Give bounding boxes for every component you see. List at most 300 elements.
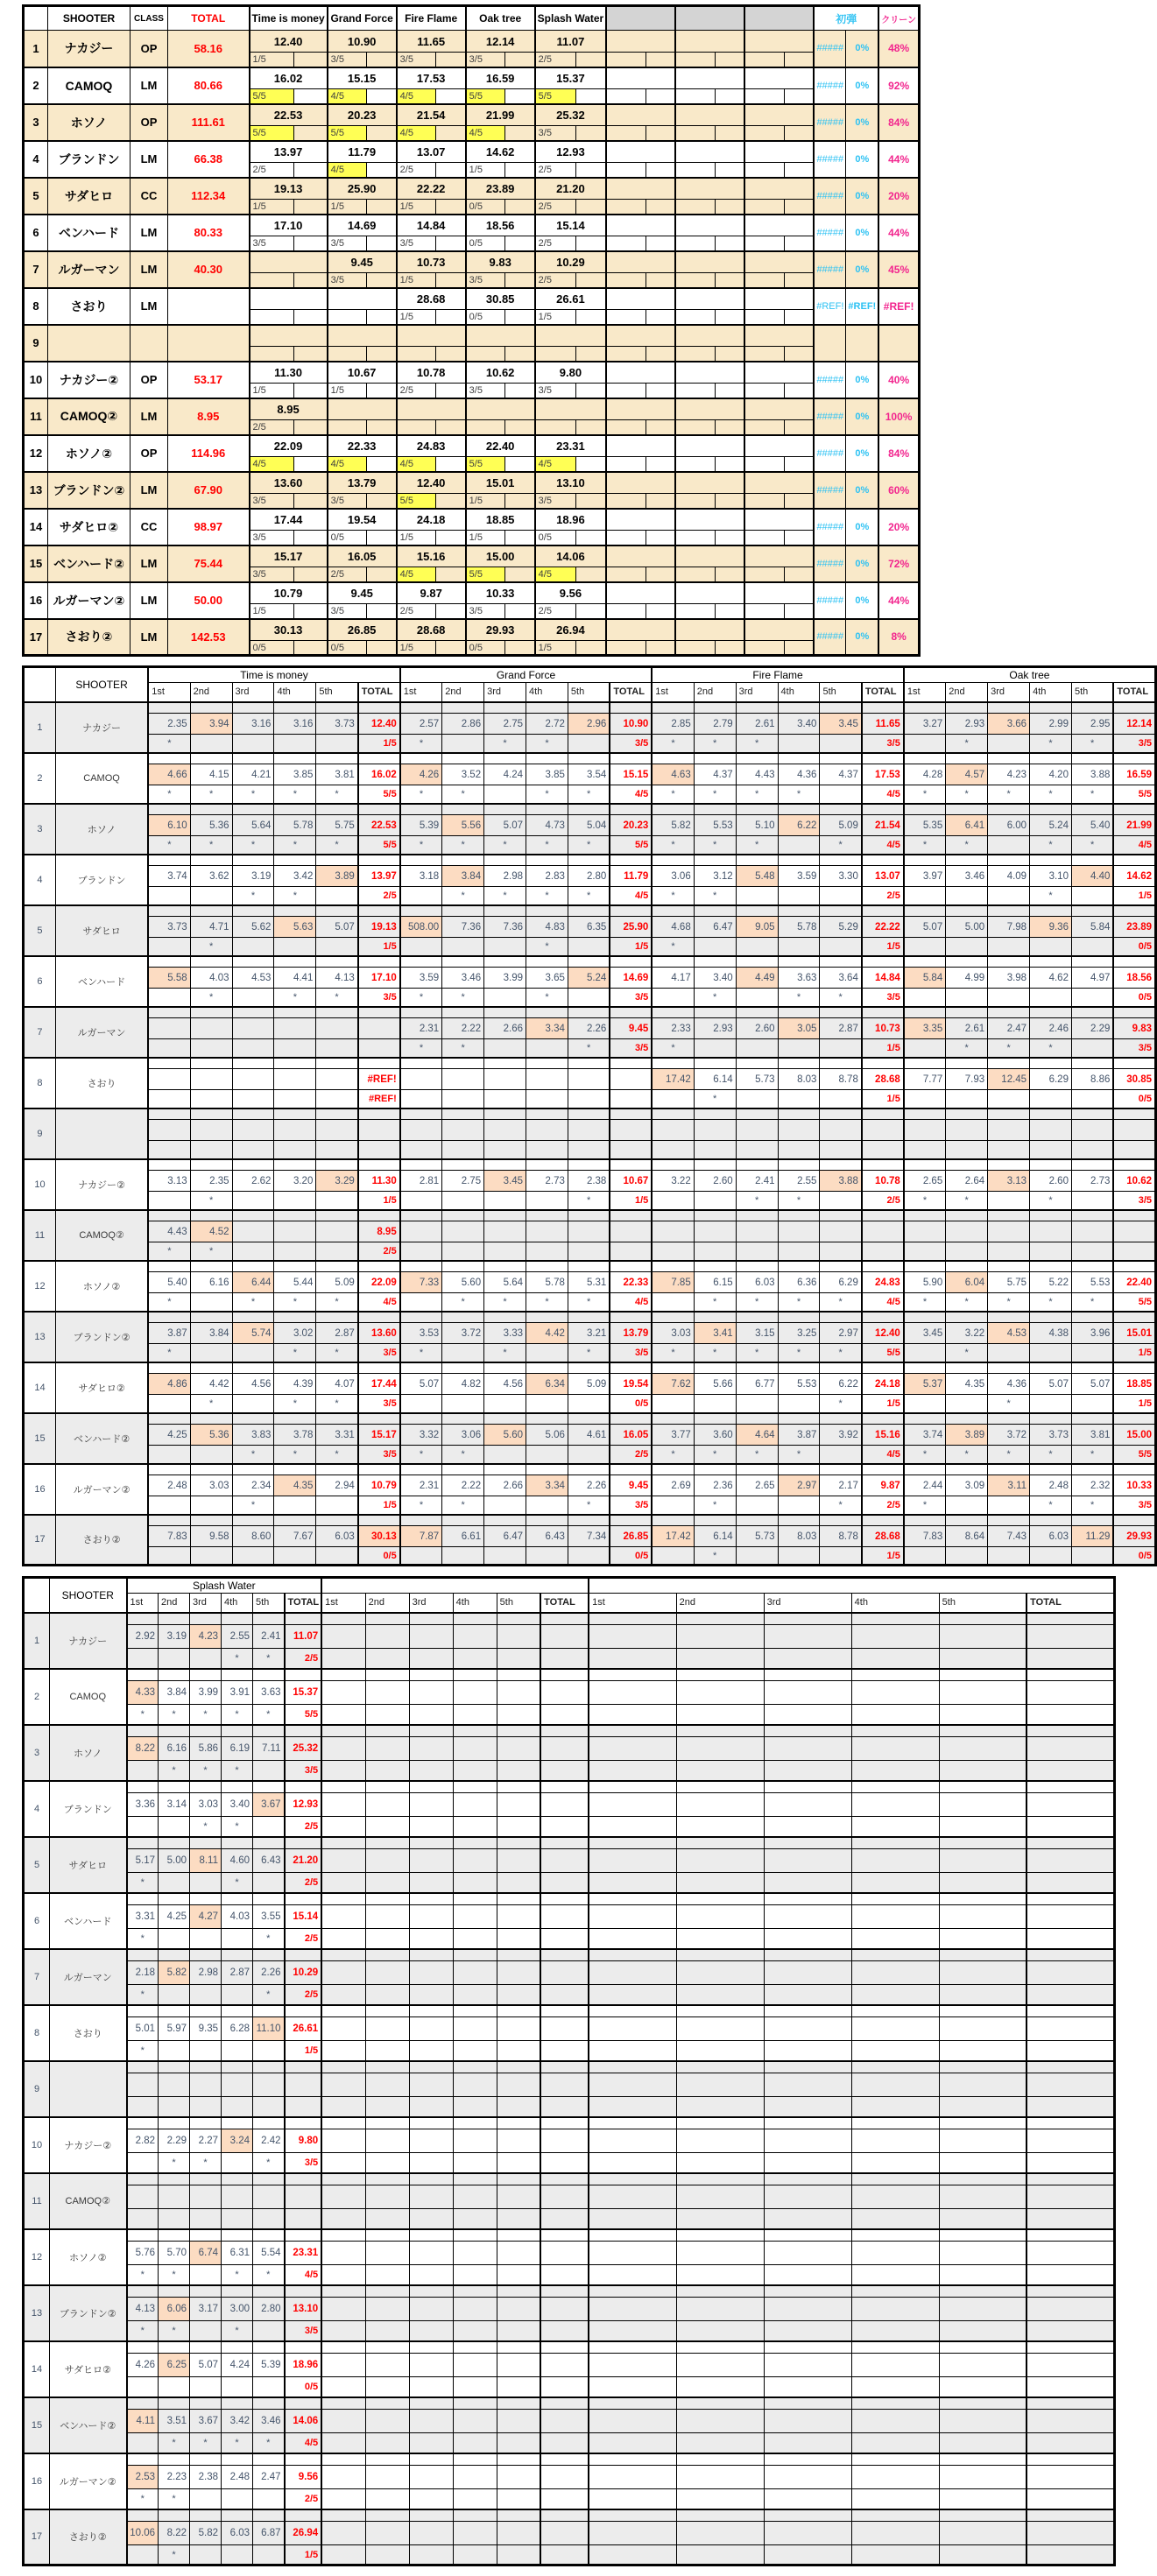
score-cell[interactable]: 2.96 [568, 714, 610, 735]
score-cell[interactable]: 8.64 [946, 1526, 988, 1547]
first-shot-mark-cell[interactable] [820, 1141, 862, 1159]
first-shot-mark-cell[interactable] [190, 1496, 232, 1515]
first-shot-mark-cell[interactable] [778, 887, 820, 905]
first-shot-mark-cell[interactable] [409, 2041, 453, 2061]
first-shot-mark-cell[interactable] [316, 938, 358, 956]
blank-sub-cell[interactable] [646, 604, 675, 619]
first-shot-mark-cell[interactable] [442, 1242, 484, 1261]
col-header[interactable]: 2nd [365, 1594, 409, 1613]
spacer-cell[interactable] [190, 2229, 222, 2242]
spacer-cell[interactable] [190, 2285, 222, 2298]
score-cell[interactable]: 9.05 [736, 917, 778, 938]
shooter-name-cell[interactable]: ホソノ [50, 1725, 127, 1781]
first-shot-mark-cell[interactable] [988, 1141, 1030, 1159]
score-cell[interactable] [321, 1905, 365, 1929]
spacer-cell[interactable] [652, 1058, 694, 1069]
spacer-cell[interactable] [316, 1362, 358, 1374]
score-cell[interactable] [316, 1221, 358, 1242]
spacer-cell[interactable] [321, 2229, 365, 2242]
score-cell[interactable] [497, 1961, 540, 1985]
first-shot-mark-cell[interactable] [365, 2097, 409, 2117]
spacer-cell[interactable] [820, 804, 862, 815]
stage-hits-cell[interactable]: 1/5 [610, 1192, 652, 1210]
first-shot-mark-cell[interactable] [851, 2097, 939, 2117]
spacer-cell[interactable] [694, 1261, 736, 1272]
spacer-cell[interactable] [939, 1613, 1026, 1625]
row-number-cell[interactable]: 13 [24, 1312, 56, 1362]
fraction-spacer-cell[interactable] [575, 273, 606, 288]
stage-total-cell[interactable]: 21.99 [1113, 815, 1155, 836]
stage-total-cell[interactable]: 9.80 [285, 2129, 322, 2153]
score-cell[interactable] [676, 1681, 764, 1705]
spacer-cell[interactable] [676, 2397, 764, 2410]
total-score-cell[interactable]: 114.96 [168, 435, 250, 472]
spacer-cell[interactable] [526, 1159, 568, 1171]
score-cell[interactable]: 4.41 [274, 968, 316, 989]
score-cell[interactable] [939, 1905, 1026, 1929]
first-shot-mark-cell[interactable]: * [190, 785, 232, 804]
first-shot-mark-cell[interactable] [232, 735, 274, 753]
score-cell[interactable] [676, 2298, 764, 2321]
blank-sub-cell[interactable] [606, 420, 646, 435]
spacer-cell[interactable] [285, 2229, 322, 2242]
score-cell[interactable] [453, 2410, 497, 2433]
stage-total-cell[interactable]: 22.09 [358, 1272, 400, 1293]
first-shot-mark-cell[interactable] [694, 1141, 736, 1159]
stage-hits-cell[interactable] [358, 1141, 400, 1159]
shooter-name-cell[interactable]: ナカジー [48, 31, 131, 67]
spacer-cell[interactable] [127, 2229, 159, 2242]
first-shot-mark-cell[interactable]: * [694, 735, 736, 753]
first-shot-mark-cell[interactable] [851, 2433, 939, 2453]
stage-hits-cell[interactable]: 2/5 [285, 1817, 322, 1837]
col-header[interactable]: 1st [321, 1594, 365, 1613]
first-shot-pct-cell[interactable]: 0% [846, 472, 878, 509]
spacer-cell[interactable] [442, 1312, 484, 1323]
stage-score-cell[interactable]: 25.32 [535, 104, 607, 126]
stage-score-cell[interactable] [466, 398, 535, 420]
score-cell[interactable]: 5.66 [694, 1374, 736, 1395]
first-shot-mark-cell[interactable] [904, 1547, 946, 1566]
fraction-spacer-cell[interactable] [505, 604, 535, 619]
row-number-cell[interactable]: 14 [24, 509, 48, 545]
score-cell[interactable]: 3.15 [736, 1323, 778, 1344]
shooter-name-cell[interactable]: さおり② [50, 2509, 127, 2565]
first-shot-mark-cell[interactable] [190, 1141, 232, 1159]
spacer-cell[interactable] [400, 804, 442, 815]
total-score-cell[interactable]: 142.53 [168, 619, 250, 656]
spacer-cell[interactable] [1030, 1007, 1072, 1018]
row-number-cell[interactable]: 16 [24, 1464, 56, 1515]
score-cell[interactable]: 4.39 [274, 1374, 316, 1395]
stage-hits-cell[interactable] [1026, 2265, 1114, 2285]
score-cell[interactable]: 4.26 [127, 2354, 159, 2377]
spacer-cell[interactable] [365, 2005, 409, 2017]
blank-cell[interactable] [744, 104, 814, 126]
score-cell[interactable] [764, 2354, 851, 2377]
blank-sub-cell[interactable] [606, 457, 646, 472]
stage-total-cell[interactable]: 22.33 [610, 1272, 652, 1293]
blank-cell[interactable] [675, 398, 744, 420]
score-cell[interactable]: 2.60 [1030, 1171, 1072, 1192]
spacer-cell[interactable] [988, 905, 1030, 917]
fraction-spacer-cell[interactable] [436, 347, 466, 362]
spacer-cell[interactable] [497, 1949, 540, 1961]
score-cell[interactable] [589, 1681, 676, 1705]
spacer-cell[interactable] [862, 1464, 904, 1475]
first-shot-mark-cell[interactable] [820, 1547, 862, 1566]
col-header[interactable]: 2nd [159, 1594, 190, 1613]
spacer-cell[interactable] [159, 2453, 190, 2466]
blank-sub-cell[interactable] [744, 531, 784, 545]
spacer-cell[interactable] [778, 753, 820, 764]
first-shot-mark-cell[interactable] [365, 1985, 409, 2005]
first-shot-mark-cell[interactable] [820, 785, 862, 804]
spacer-cell[interactable] [610, 855, 652, 866]
stage-total-cell[interactable]: 21.54 [862, 815, 904, 836]
first-shot-mark-cell[interactable] [316, 1141, 358, 1159]
score-cell[interactable]: 3.03 [652, 1323, 694, 1344]
first-shot-value-cell[interactable] [814, 325, 846, 362]
spacer-cell[interactable] [222, 1669, 253, 1681]
first-shot-mark-cell[interactable] [946, 1141, 988, 1159]
score-cell[interactable] [222, 2073, 253, 2097]
spacer-cell[interactable] [736, 1109, 778, 1120]
score-cell[interactable]: 6.34 [526, 1374, 568, 1395]
score-cell[interactable]: 3.12 [694, 866, 736, 887]
score-cell[interactable] [1030, 1221, 1072, 1242]
spacer-cell[interactable] [190, 1261, 232, 1272]
spacer-cell[interactable] [778, 1007, 820, 1018]
score-cell[interactable]: 3.72 [442, 1323, 484, 1344]
stage-total-cell[interactable]: 19.54 [610, 1374, 652, 1395]
first-shot-mark-cell[interactable] [1030, 1242, 1072, 1261]
score-cell[interactable]: 3.73 [1030, 1425, 1072, 1446]
stage-score-cell[interactable]: 9.80 [535, 362, 607, 384]
first-shot-mark-cell[interactable] [232, 1242, 274, 1261]
score-cell[interactable] [820, 1120, 862, 1141]
first-shot-mark-cell[interactable] [939, 2209, 1026, 2229]
first-shot-mark-cell[interactable] [159, 2097, 190, 2117]
blank-sub-cell[interactable] [744, 347, 784, 362]
spacer-cell[interactable] [610, 1109, 652, 1120]
spacer-cell[interactable] [442, 855, 484, 866]
score-cell[interactable]: 5.24 [568, 968, 610, 989]
first-shot-mark-cell[interactable] [442, 1090, 484, 1109]
spacer-cell[interactable] [939, 1781, 1026, 1793]
spacer-cell[interactable] [190, 855, 232, 866]
spacer-cell[interactable] [321, 1725, 365, 1737]
first-shot-mark-cell[interactable] [497, 2489, 540, 2509]
shooter-name-cell[interactable]: CAMOQ② [55, 1210, 148, 1261]
first-shot-mark-cell[interactable] [851, 1985, 939, 2005]
spacer-cell[interactable] [365, 2341, 409, 2354]
hit-fraction-cell[interactable]: 3/5 [535, 384, 575, 398]
score-cell[interactable]: 2.35 [190, 1171, 232, 1192]
spacer-cell[interactable] [321, 1837, 365, 1849]
first-shot-mark-cell[interactable] [253, 2209, 285, 2229]
blank-cell[interactable] [744, 435, 814, 457]
shooter-name-cell[interactable]: ホソノ [55, 804, 148, 855]
spacer-cell[interactable] [652, 1109, 694, 1120]
stage-score-cell[interactable]: 13.60 [250, 472, 328, 494]
first-shot-mark-cell[interactable] [568, 1141, 610, 1159]
spacer-cell[interactable] [453, 2005, 497, 2017]
blank-sub-cell[interactable] [675, 531, 715, 545]
spacer-cell[interactable] [652, 1007, 694, 1018]
spacer-cell[interactable] [904, 1058, 946, 1069]
first-shot-mark-cell[interactable] [526, 1344, 568, 1362]
first-shot-mark-cell[interactable]: * [442, 1293, 484, 1312]
stage-total-cell[interactable]: 22.22 [862, 917, 904, 938]
score-cell[interactable]: 3.31 [316, 1425, 358, 1446]
blank-cell[interactable] [744, 31, 814, 53]
row-number-cell[interactable]: 10 [24, 2117, 50, 2173]
row-number-cell[interactable]: 3 [24, 1725, 50, 1781]
spacer-cell[interactable] [1113, 753, 1155, 764]
stage-hits-cell[interactable] [540, 2545, 589, 2565]
shooter-name-cell[interactable]: ルガーマン② [48, 582, 131, 619]
stage-hits-cell[interactable]: 0/5 [1113, 1090, 1155, 1109]
first-shot-mark-cell[interactable] [676, 2265, 764, 2285]
stage-header[interactable]: Time is money [250, 6, 328, 31]
spacer-cell[interactable] [988, 956, 1030, 968]
score-cell[interactable] [939, 1849, 1026, 1873]
stage-total-cell[interactable]: 13.07 [862, 866, 904, 887]
stage-hits-cell[interactable]: 0/5 [1113, 1547, 1155, 1566]
score-cell[interactable]: 7.34 [568, 1526, 610, 1547]
fraction-spacer-cell[interactable] [505, 200, 535, 215]
first-shot-mark-cell[interactable] [939, 2041, 1026, 2061]
first-shot-mark-cell[interactable]: * [190, 1395, 232, 1413]
score-cell[interactable] [321, 2354, 365, 2377]
spacer-cell[interactable] [148, 1210, 190, 1221]
spacer-cell[interactable] [253, 1837, 285, 1849]
first-shot-pct-cell[interactable]: 0% [846, 509, 878, 545]
score-cell[interactable] [232, 1069, 274, 1090]
blank-cell[interactable] [606, 104, 675, 126]
stage-hits-cell[interactable] [1026, 1649, 1114, 1669]
stage-total-cell[interactable]: 10.67 [610, 1171, 652, 1192]
spacer-cell[interactable] [1026, 2453, 1114, 2466]
stage-hits-cell[interactable]: 5/5 [610, 836, 652, 855]
first-shot-value-cell[interactable]: #REF! [814, 288, 846, 325]
hit-fraction-cell[interactable]: 2/5 [397, 604, 436, 619]
score-cell[interactable]: 5.24 [1030, 815, 1072, 836]
hit-fraction-cell[interactable]: 4/5 [397, 126, 436, 141]
stage-hits-cell[interactable]: 3/5 [610, 1344, 652, 1362]
score-cell[interactable]: 6.15 [694, 1272, 736, 1293]
score-cell[interactable]: 3.73 [148, 917, 190, 938]
spacer-cell[interactable] [159, 2173, 190, 2185]
score-cell[interactable]: 4.24 [484, 764, 526, 785]
score-cell[interactable]: 2.38 [190, 2466, 222, 2489]
blank-cell[interactable] [744, 288, 814, 310]
score-cell[interactable] [589, 1905, 676, 1929]
blank-sub-cell[interactable] [715, 347, 744, 362]
spacer-cell[interactable] [321, 2061, 365, 2073]
fraction-spacer-cell[interactable] [436, 641, 466, 656]
score-cell[interactable] [764, 1681, 851, 1705]
first-shot-mark-cell[interactable] [526, 1039, 568, 1058]
clean-pct-cell[interactable]: 44% [878, 141, 919, 178]
stage-hits-cell[interactable]: 0/5 [610, 1395, 652, 1413]
first-shot-mark-cell[interactable] [1030, 1547, 1072, 1566]
score-cell[interactable]: 2.35 [148, 714, 190, 735]
spacer-cell[interactable] [946, 905, 988, 917]
score-cell[interactable] [497, 1793, 540, 1817]
col-header[interactable]: 2nd [676, 1594, 764, 1613]
first-shot-mark-cell[interactable] [851, 1705, 939, 1725]
spacer-cell[interactable] [778, 804, 820, 815]
spacer-cell[interactable] [365, 1837, 409, 1849]
row-number-cell[interactable]: 9 [24, 2061, 50, 2117]
first-shot-mark-cell[interactable]: * [190, 836, 232, 855]
hit-fraction-cell[interactable] [466, 420, 505, 435]
stage-total-cell[interactable]: #REF! [358, 1069, 400, 1090]
first-shot-mark-cell[interactable] [409, 1985, 453, 2005]
score-cell[interactable]: 3.84 [190, 1323, 232, 1344]
stage-hits-cell[interactable] [540, 1705, 589, 1725]
first-shot-mark-cell[interactable] [851, 1817, 939, 1837]
spacer-cell[interactable] [409, 2285, 453, 2298]
stage-hits-cell[interactable]: 3/5 [1113, 1496, 1155, 1515]
spacer-cell[interactable] [1113, 905, 1155, 917]
first-shot-mark-cell[interactable] [497, 2545, 540, 2565]
spacer-cell[interactable] [358, 1261, 400, 1272]
score-cell[interactable] [851, 1737, 939, 1761]
score-cell[interactable]: 3.73 [316, 714, 358, 735]
spacer-cell[interactable] [589, 2453, 676, 2466]
first-shot-mark-cell[interactable] [764, 2433, 851, 2453]
hit-fraction-cell[interactable]: 0/5 [466, 200, 505, 215]
spacer-cell[interactable] [540, 1669, 589, 1681]
stage-header[interactable]: Grand Force [328, 6, 397, 31]
score-cell[interactable]: 7.11 [253, 1737, 285, 1761]
spacer-cell[interactable] [232, 804, 274, 815]
score-cell[interactable] [127, 2185, 159, 2209]
col-header[interactable]: 1st [652, 683, 694, 702]
spacer-cell[interactable] [1030, 1109, 1072, 1120]
hit-fraction-cell[interactable]: 4/5 [328, 457, 367, 472]
score-cell[interactable]: 3.22 [946, 1323, 988, 1344]
first-shot-mark-cell[interactable] [148, 1547, 190, 1566]
first-shot-mark-cell[interactable] [589, 2545, 676, 2565]
hit-fraction-cell[interactable]: 3/5 [397, 53, 436, 67]
fraction-spacer-cell[interactable] [367, 567, 397, 582]
spacer-cell[interactable] [442, 753, 484, 764]
spacer-cell[interactable] [159, 1613, 190, 1625]
first-shot-mark-cell[interactable]: * [1071, 836, 1113, 855]
spacer-cell[interactable] [497, 2397, 540, 2410]
first-shot-mark-cell[interactable] [222, 1929, 253, 1949]
stage-score-cell[interactable]: 11.65 [397, 31, 466, 53]
col-header[interactable]: 3rd [484, 683, 526, 702]
first-shot-mark-cell[interactable]: * [820, 836, 862, 855]
hit-fraction-cell[interactable] [466, 347, 505, 362]
first-shot-mark-cell[interactable] [148, 989, 190, 1007]
first-shot-mark-cell[interactable] [1071, 1192, 1113, 1210]
spacer-cell[interactable] [453, 2453, 497, 2466]
clean-pct-cell[interactable]: 84% [878, 104, 919, 141]
spacer-cell[interactable] [862, 1515, 904, 1526]
blank-sub-cell[interactable] [744, 53, 784, 67]
first-shot-mark-cell[interactable] [190, 2489, 222, 2509]
score-cell[interactable] [453, 2129, 497, 2153]
spacer-cell[interactable] [988, 804, 1030, 815]
first-shot-pct-cell[interactable]: 0% [846, 67, 878, 104]
row-number-cell[interactable]: 5 [24, 1837, 50, 1893]
class-cell[interactable]: OP [131, 362, 168, 398]
score-cell[interactable]: 6.14 [694, 1526, 736, 1547]
score-cell[interactable] [484, 1221, 526, 1242]
stage-hits-cell[interactable]: 2/5 [862, 1496, 904, 1515]
spacer-cell[interactable] [526, 1261, 568, 1272]
row-number-cell[interactable]: 5 [24, 178, 48, 215]
first-shot-mark-cell[interactable]: * [652, 785, 694, 804]
first-shot-mark-cell[interactable]: * [274, 1293, 316, 1312]
spacer-cell[interactable] [232, 1007, 274, 1018]
first-shot-mark-cell[interactable] [253, 2489, 285, 2509]
stage-hits-cell[interactable]: 1/5 [862, 1039, 904, 1058]
blank-cell[interactable] [744, 472, 814, 494]
score-cell[interactable]: 4.13 [316, 968, 358, 989]
stage-score-cell[interactable]: 29.93 [466, 619, 535, 641]
first-shot-mark-cell[interactable]: * [253, 2433, 285, 2453]
spacer-cell[interactable] [1030, 1413, 1072, 1425]
score-cell[interactable]: 4.28 [904, 764, 946, 785]
first-shot-mark-cell[interactable]: * [694, 887, 736, 905]
first-shot-mark-cell[interactable] [778, 1090, 820, 1109]
score-cell[interactable] [764, 2466, 851, 2489]
spacer-cell[interactable] [190, 2173, 222, 2185]
spacer-cell[interactable] [222, 1725, 253, 1737]
spacer-cell[interactable] [285, 2117, 322, 2129]
spacer-cell[interactable] [939, 2173, 1026, 2185]
first-shot-mark-cell[interactable]: * [159, 2153, 190, 2173]
stage-total-cell[interactable]: 15.16 [862, 1425, 904, 1446]
spacer-cell[interactable] [904, 1159, 946, 1171]
spacer-cell[interactable] [484, 956, 526, 968]
score-cell[interactable] [316, 1069, 358, 1090]
first-shot-mark-cell[interactable] [400, 1141, 442, 1159]
spacer-cell[interactable] [610, 1159, 652, 1171]
clean-pct-cell[interactable]: 44% [878, 582, 919, 619]
blank-sub-cell[interactable] [606, 567, 646, 582]
first-shot-mark-cell[interactable] [321, 1705, 365, 1725]
total-score-cell[interactable]: 98.97 [168, 509, 250, 545]
hit-fraction-cell[interactable]: 3/5 [397, 236, 436, 251]
stage-total-cell[interactable]: 11.65 [862, 714, 904, 735]
spacer-cell[interactable] [988, 753, 1030, 764]
spacer-cell[interactable] [127, 1725, 159, 1737]
shooter-name-cell[interactable]: ベンハード [50, 1893, 127, 1949]
score-cell[interactable]: 5.17 [127, 1849, 159, 1873]
first-shot-mark-cell[interactable] [159, 2209, 190, 2229]
stage-hits-cell[interactable] [540, 2153, 589, 2173]
first-shot-mark-cell[interactable] [1030, 1141, 1072, 1159]
spacer-cell[interactable] [316, 905, 358, 917]
score-cell[interactable] [694, 1221, 736, 1242]
stage-hits-cell[interactable]: 3/5 [610, 1039, 652, 1058]
spacer-cell[interactable] [365, 2397, 409, 2410]
spacer-cell[interactable] [652, 855, 694, 866]
first-shot-mark-cell[interactable] [736, 1141, 778, 1159]
first-shot-mark-cell[interactable] [453, 2321, 497, 2341]
spacer-cell[interactable] [222, 2117, 253, 2129]
stage-total-cell[interactable]: 17.10 [358, 968, 400, 989]
score-cell[interactable]: 3.45 [484, 1171, 526, 1192]
